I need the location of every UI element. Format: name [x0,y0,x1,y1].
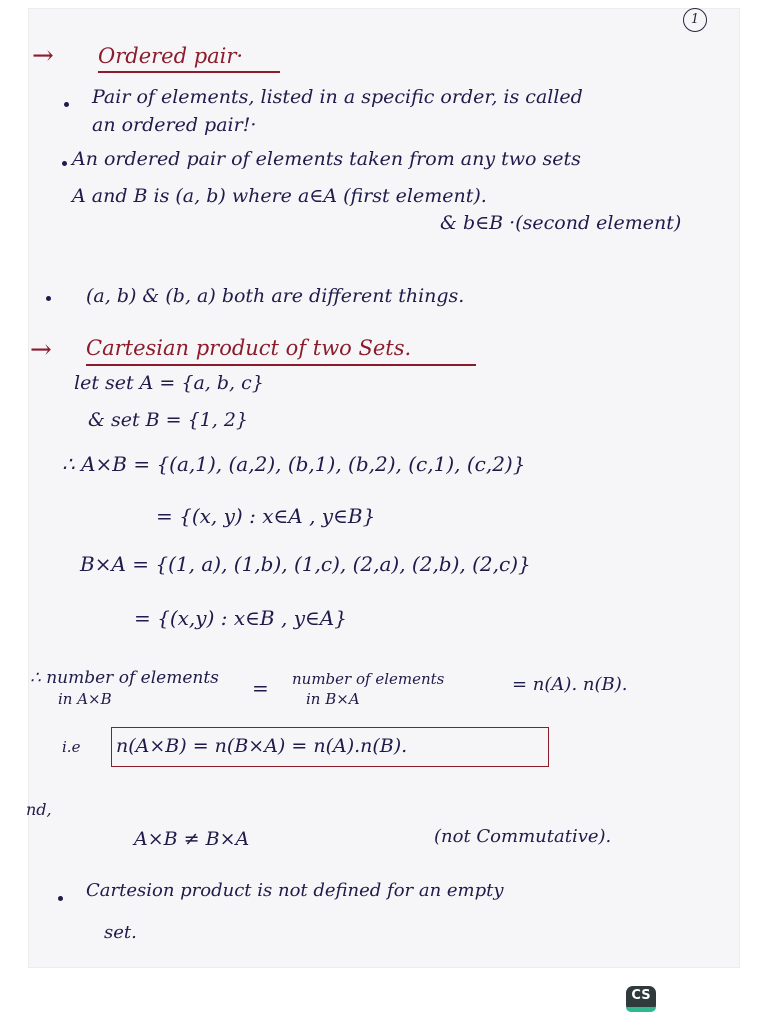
note-line: Cartesion product is not defined for an empty [86,880,504,901]
bullet [58,896,63,901]
arrow-icon: → [30,335,52,365]
heading-underline [86,364,476,366]
bullet [64,102,69,107]
note-line: number of elements [292,670,445,688]
note-line: A and B is (a, b) where a∈A (first element). [72,185,487,207]
camscanner-logo: CS [626,986,656,1012]
math-line: = {(x,y) : x∈B , y∈A} [134,606,347,630]
note-line: An ordered pair of elements taken from any two sets [72,148,581,170]
bullet [62,161,67,166]
equals-sign: = [252,676,269,700]
arrow-icon: → [32,41,54,71]
bullet [46,296,51,301]
note-line: an ordered pair!· [92,114,257,136]
note-line: Pair of elements, listed in a specific order, is called [92,86,583,108]
math-line: n(A×B) = n(B×A) = n(A).n(B). [116,735,408,757]
math-line: ∴ A×B = {(a,1), (a,2), (b,1), (b,2), (c,1), (c,2)} [62,452,526,476]
heading-ordered-pair: Ordered pair· [98,44,244,68]
note-line: nd, [26,800,52,819]
page-number: 1 [683,8,707,32]
heading-cartesian-product: Cartesian product of two Sets. [86,336,412,360]
heading-underline [98,71,280,73]
note-line: (not Commutative). [434,826,612,847]
math-line: let set A = {a, b, c} [74,372,264,394]
math-line: B×A = {(1, a), (1,b), (1,c), (2,a), (2,b), (2,c)} [80,552,531,576]
note-line: ∴ number of elements [30,668,219,688]
note-line: (a, b) & (b, a) both are different things. [86,285,465,307]
note-line: & b∈B ·(second element) [440,212,682,234]
math-line: = {(x, y) : x∈A , y∈B} [156,504,376,528]
math-line: & set B = {1, 2} [88,409,249,431]
math-line: = n(A). n(B). [512,674,628,695]
math-line: A×B ≠ B×A [134,828,250,850]
note-line: set. [104,922,137,943]
note-line: in A×B [58,690,112,708]
note-line: in B×A [306,690,360,708]
note-line: i.e [62,738,81,756]
